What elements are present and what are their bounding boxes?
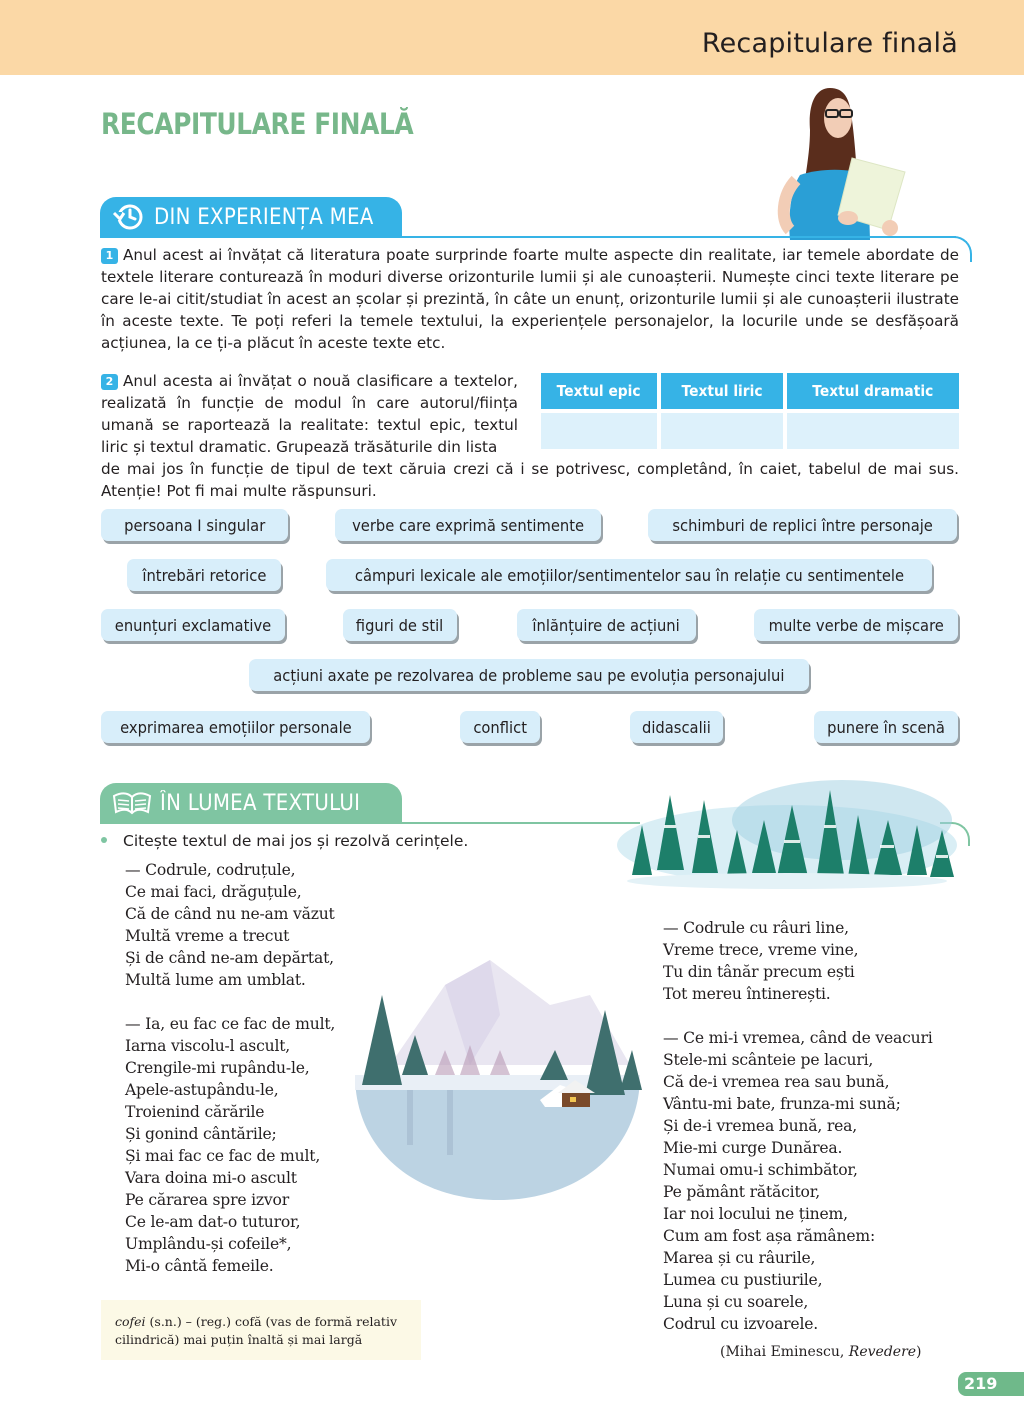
poem-line: Mie-mi curge Dunărea. [663,1139,843,1157]
chip-feature[interactable]: schimburi de replici între personaje [648,509,957,541]
chip-feature[interactable]: punere în scenă [814,711,958,743]
table-header-dramatic: Textul dramatic [787,373,959,409]
poem-line: Tu din tânăr precum ești [663,963,855,981]
exercise-2 [101,370,518,458]
poem-line: Iar noi locului ne ținem, [663,1205,848,1223]
section-title: DIN EXPERIENȚA MEA [154,204,374,230]
poem-line: Și de-i vremea bună, rea, [663,1117,858,1135]
poem-line: Cum am fost așa rămânem: [663,1227,876,1245]
poem-line: Iarna viscolu-l ascult, [125,1037,291,1055]
chip-feature[interactable]: figuri de stil [343,609,457,641]
chip-feature[interactable]: conflict [460,711,540,743]
poem-source: (Mihai Eminescu, Revedere) [720,1344,922,1360]
open-book-icon [112,790,152,816]
chip-feature[interactable]: verbe care exprimă sentimente [335,509,601,541]
section-header-din-experienta-mea [100,197,402,237]
poem-line: Vreme trece, vreme vine, [663,941,859,959]
glossary-term: cofei [115,1314,146,1329]
poem-line: Multă lume am umblat. [125,971,306,989]
poem-line: Stele-mi scânteie pe lacuri, [663,1051,874,1069]
exercise-1 [101,244,959,354]
section-title: ÎN LUMEA TEXTULUI [160,790,361,816]
page-title: RECAPITULARE FINALĂ [101,107,414,141]
winter-lake-illustration [350,955,645,1205]
poem-line: — Codrule cu râuri line, [663,919,849,937]
poem-line: Vara doina mi-o ascult [125,1169,297,1187]
exercise-1-text: Anul acest ai învățat că literatura poate surprinde foarte multe aspecte din realitate, iar temele abordate de textele literare conturează în moduri diverse orizonturile lumii și ale cunoașterii. Numește cinci texte literare pe care le-ai citit/studiat în acest an școlar și prezintă, în câte un enunț, orizonturile lumii și ale cunoașterii ilustrate în aceste texte. Te poți referi la temele textului, la experiențele personajelor, la locurile unde se desfășoară acțiunea, la ce ți-a plăcut în aceste texte etc. [101,246,959,352]
table-header-epic: Textul epic [541,373,657,409]
poem-line: Apele-astupându-le, [125,1081,279,1099]
table-cell [661,413,783,449]
poem-line: Crengile-mi rupându-le, [125,1059,310,1077]
chip-feature[interactable]: exprimarea emoțiilor personale [101,711,370,743]
chip-feature[interactable]: persoana I singular [101,509,288,541]
section-header-in-lumea-textului [100,783,402,823]
exercise-2-continued: de mai jos în funcție de tipul de text căruia crezi că i se potrivesc, completând, în caiet, tabelul de mai sus. Atenție! Pot fi mai multe răspunsuri. [101,460,959,500]
poem-line: Și gonind cântările; [125,1125,277,1143]
poem-stanza-1 [125,859,335,991]
chip-feature[interactable]: câmpuri lexicale ale emoțiilor/sentimentelor sau în relație cu sentimentele [326,559,932,591]
chip-feature[interactable]: înlănțuire de acțiuni [517,609,696,641]
poem-line: — Ce mi-i vremea, când de veacuri [663,1029,933,1047]
chip-feature[interactable]: enunțuri exclamative [101,609,285,641]
instruction [101,832,468,850]
poem-line: Umplându-și cofeile*, [125,1235,292,1253]
poem-line: Ce le-am dat-o tuturor, [125,1213,301,1231]
chip-feature[interactable]: multe verbe de mișcare [754,609,958,641]
header-band [0,0,1024,75]
forest-illustration [612,765,962,895]
section-divider [100,236,956,238]
poem-line: Tot mereu întinerești. [663,985,831,1003]
poem-line: Vântu-mi bate, frunza-mi sună; [663,1095,901,1113]
poem-line: Numai omu-i schimbător, [663,1161,858,1179]
glossary-definition: (s.n.) – (reg.) cofă (vas de formă relativ cilindrică) mai puțin înaltă și mai largă [115,1314,398,1347]
poem-line: Mi-o cântă femeile. [125,1257,274,1275]
student-illustration [760,80,940,240]
poem-line: Troienind cărările [125,1103,265,1121]
table-cell [541,413,657,449]
poem-line: Multă vreme a trecut [125,927,290,945]
poem-line: — Codrule, codruțule, [125,861,296,879]
chip-feature[interactable]: acțiuni axate pe rezolvarea de probleme sau pe evoluția personajului [249,659,809,691]
chip-feature[interactable]: didascalii [630,711,723,743]
poem-line: Codrul cu izvoarele. [663,1315,819,1333]
page-number: 219 [958,1372,1024,1396]
poem-line: Că de când nu ne-am văzut [125,905,335,923]
poem-line: Pe cărarea spre izvor [125,1191,289,1209]
glossary-note [101,1300,421,1360]
poem-line: Și mai fac ce fac de mult, [125,1147,321,1165]
exercise-number-badge: 1 [101,248,118,264]
poem-stanza-2 [125,1013,335,1277]
poem-line: Că de-i vremea rea sau bună, [663,1073,890,1091]
poem-line: — Ia, eu fac ce fac de mult, [125,1015,336,1033]
poem-line: Ce mai faci, drăguțule, [125,883,302,901]
poem-stanza-3 [663,917,858,1005]
text-types-table [541,373,959,449]
table-header-liric: Textul liric [661,373,783,409]
poem-line: Lumea cu pustiurile, [663,1271,823,1289]
history-clock-icon [112,202,146,232]
exercise-number-badge: 2 [101,374,118,390]
chip-feature[interactable]: întrebări retorice [127,559,281,591]
poem-title: Revedere [848,1344,917,1360]
poem-stanza-4 [663,1027,933,1335]
table-cell [787,413,959,449]
poem-line: Luna și cu soarele, [663,1293,809,1311]
poem-line: Pe pământ rătăcitor, [663,1183,820,1201]
section-divider [100,822,640,824]
poem-line: Și de când ne-am depărtat, [125,949,334,967]
bullet-icon [101,837,107,843]
running-title: Recapitulare finală [701,28,958,59]
poem-line: Marea și cu râurile, [663,1249,816,1267]
instruction-text: Citește textul de mai jos și rezolvă cerințele. [123,832,469,850]
exercise-2-text: Anul acesta ai învățat o nouă clasificare a textelor, realizată în funcție de modul în care autorul/ființa umană se raportează la realitate: textul epic, textul liric și textul dramatic. Grupează trăsăturile din lista [101,372,518,456]
